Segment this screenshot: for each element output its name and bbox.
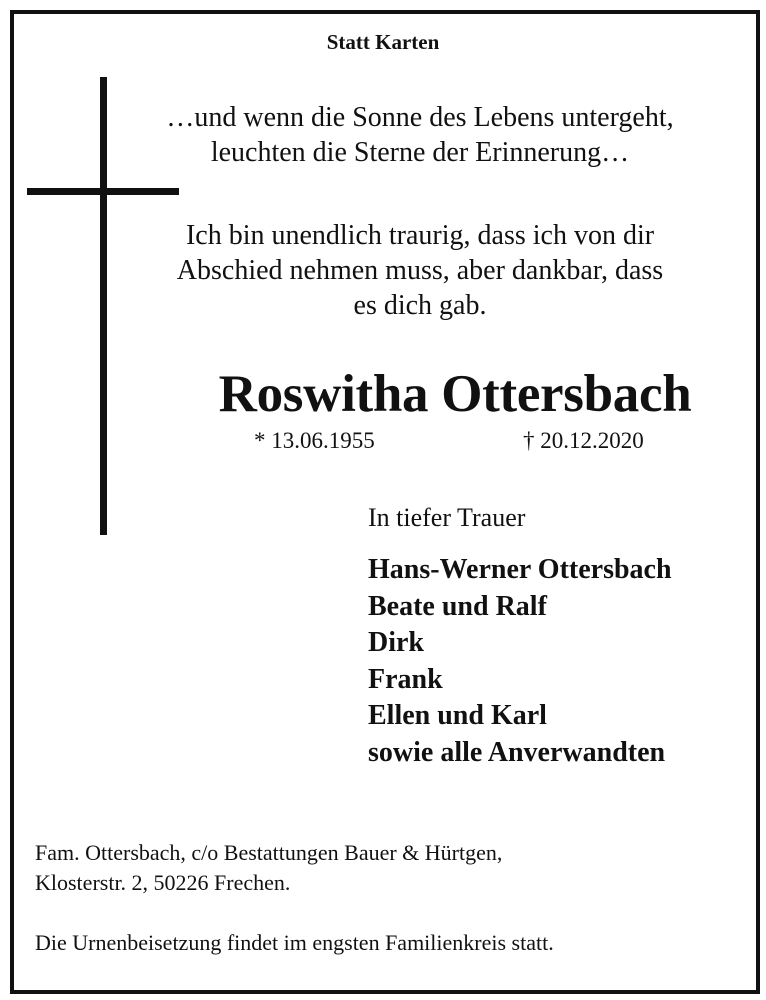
- mourner-name: Hans-Werner Ottersbach: [368, 554, 672, 585]
- mourner-name: sowie alle Anverwandten: [368, 736, 666, 768]
- mourner-name: Frank: [368, 663, 443, 695]
- notice-header: Statt Karten: [326, 30, 440, 54]
- deceased-name: Roswitha Ottersbach: [218, 365, 692, 423]
- mourners-list: [368, 552, 672, 771]
- address-line-1: Fam. Ottersbach, c/o Bestattungen Bauer & Hürtgen,: [35, 840, 503, 865]
- mourner-name: Beate und Ralf: [368, 590, 547, 622]
- message-line-1: Ich bin unendlich traurig, dass ich von dir: [185, 220, 655, 251]
- burial-note: Die Urnenbeisetzung findet im engsten Familienkreis statt.: [35, 930, 554, 955]
- quote-line-2: leuchten die Sterne der Erinnerung…: [210, 137, 630, 168]
- quote-line-1: …und wenn die Sonne des Lebens untergeht,: [166, 102, 674, 133]
- mourner-name: Ellen und Karl: [368, 700, 547, 731]
- message-line-3: es dich gab.: [353, 290, 487, 321]
- cross-horizontal-bar: [27, 188, 179, 195]
- birth-date: * 13.06.1955: [254, 428, 375, 453]
- message-line-2: Abschied nehmen muss, aber dankbar, dass: [176, 255, 664, 286]
- death-date: † 20.12.2020: [523, 428, 644, 453]
- address-line-2: Klosterstr. 2, 50226 Frechen.: [35, 870, 291, 895]
- mourning-text: In tiefer Trauer: [368, 503, 526, 532]
- cross-vertical-bar: [100, 77, 107, 535]
- mourner-name: Dirk: [368, 627, 424, 658]
